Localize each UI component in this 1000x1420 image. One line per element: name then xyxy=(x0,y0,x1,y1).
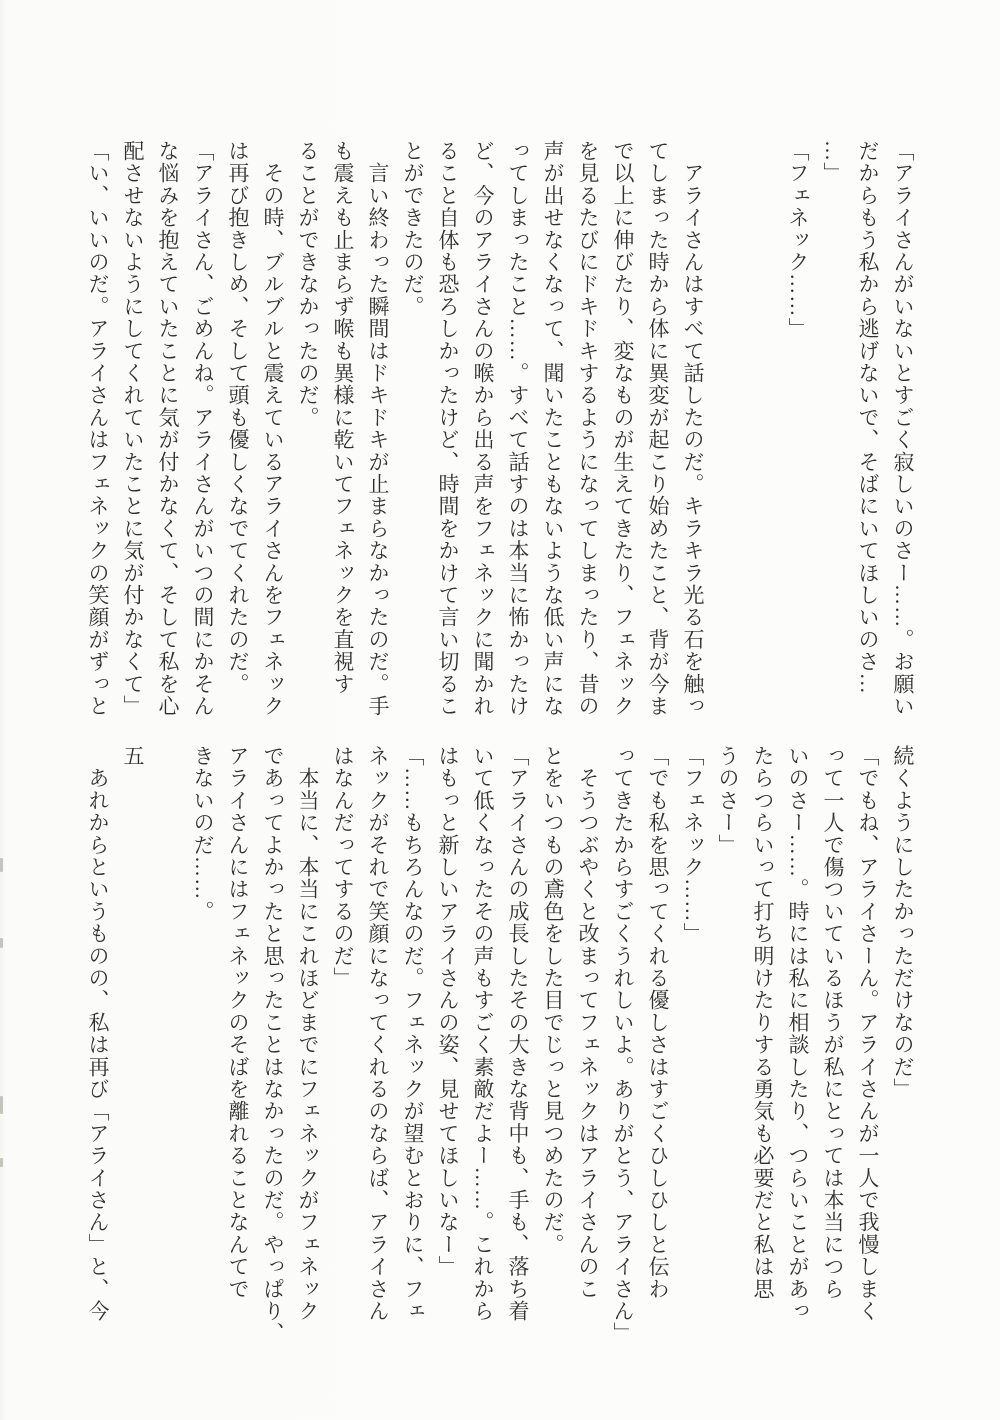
text-column: 配させないようにしてくれていたことに気が付かなくて」 xyxy=(121,140,145,718)
text-column: うのさー」 xyxy=(716,745,740,856)
text-column: ネックがそれで笑顔になってくれるのならば、アライさん xyxy=(366,745,390,1323)
text-column: ってしまったこと……。すべて話すのは本当に怖かったけ xyxy=(506,140,530,718)
text-column: 「でも私を思ってくれる優しさはすごくひしひしと伝わ xyxy=(646,745,670,1300)
text-column: 「アライさんの成長したその大きな背中も、手も、落ち着 xyxy=(506,745,530,1323)
text-column: はもっと新しいアライさんの姿、見せてほしいなー」 xyxy=(436,745,460,1278)
scan-edge-artifact xyxy=(0,858,3,872)
text-column: そうつぶやくと改まってフェネックはアライさんのこ xyxy=(576,745,600,1300)
text-column: だからもう私から逃げないで、そばにいてほしいのさ… xyxy=(856,140,880,695)
text-column: …」 xyxy=(821,140,845,185)
text-column: 「い、いいのだ。アライさんはフェネックの笑顔がずっと xyxy=(86,140,110,718)
text-column xyxy=(710,140,745,710)
bottom-text-block xyxy=(80,745,920,1345)
text-column: その時、ブルブルと震えているアライさんをフェネック xyxy=(261,140,285,718)
text-column: ることができなかったのだ。 xyxy=(296,140,320,429)
text-column: たらつらいって打ち明けたりする勇気も必要だと私は思 xyxy=(751,745,775,1300)
text-column: 「アライさんがいないとすごく寂しいのさー……。お願い xyxy=(891,140,915,718)
text-column: とをいつもの鳶色をした目でじっと見つめたのだ。 xyxy=(541,745,565,1256)
text-column: はなんだってするのだ」 xyxy=(331,745,355,990)
text-column: ること自体も恐ろしかったけど、時間をかけて言い切るこ xyxy=(436,140,460,718)
text-column: ど、今のアライさんの喉から出る声をフェネックに聞かれ xyxy=(471,140,495,718)
text-column: 本当に、本当にこれほどまでにフェネックがフェネック xyxy=(296,745,320,1323)
section-number: 五 xyxy=(121,745,145,768)
scan-edge-artifact xyxy=(0,1096,3,1114)
text-column: てしまった時から体に異変が起こり始めたこと、背が今ま xyxy=(646,140,670,718)
text-column: 続くようにしたかっただけなのだ」 xyxy=(891,745,915,1101)
text-column: で以上に伸びたり、変なものが生えてきたり、フェネック xyxy=(611,140,635,718)
text-column xyxy=(745,140,780,710)
text-column: 声が出せなくなって、聞いたこともないような低い声にな xyxy=(541,140,565,718)
text-column: アライさんはすべて話したのだ。キラキラ光る石を触っ xyxy=(681,140,705,718)
top-text-block xyxy=(80,140,920,718)
text-column: 言い終わった瞬間はドキドキが止まらなかったのだ。手 xyxy=(366,140,390,718)
text-column: 「フェネック……」 xyxy=(786,140,810,340)
text-column: 「フェネック……」 xyxy=(681,745,705,945)
text-column: は再び抱きしめ、そして頭も優しくなでてくれたのだ。 xyxy=(226,140,250,695)
text-column: あれからというものの、私は再び「アライさん」と、今 xyxy=(86,745,110,1323)
text-column: ってきたからすごくうれしいよ。ありがとう、アライさん」 xyxy=(611,745,635,1345)
text-column: 「でもね、アライさーん。アライさんが一人で我慢しまく xyxy=(856,745,880,1323)
text-column: アライさんにはフェネックのそばを離れることなんてで xyxy=(226,745,250,1300)
text-column: きないのだ……。 xyxy=(191,745,215,923)
text-column: を見るたびにドキドキするようになってしまったり、昔の xyxy=(576,140,600,718)
scan-edge-artifact xyxy=(0,938,3,948)
text-column: 「……もちろんなのだ。フェネックが望むとおりに、フェ xyxy=(401,745,425,1323)
text-column: 「アライさん、ごめんね。アライさんがいつの間にかそん xyxy=(191,140,215,718)
text-column: って一人で傷ついているほうが私にとっては本当につら xyxy=(821,745,845,1300)
text-column: いのさー……。時には私に相談したり、つらいことがあっ xyxy=(786,745,810,1323)
text-column: も震えも止まらず喉も異様に乾いてフェネックを直視す xyxy=(331,140,355,695)
text-column: な悩みを抱えていたことに気が付かなくて、そして私を心 xyxy=(156,140,180,718)
scan-edge-artifact xyxy=(0,1158,3,1167)
text-column: とができたのだ。 xyxy=(401,140,425,318)
text-column: いて低くなったその声もすごく素敵だよー……。これから xyxy=(471,745,495,1323)
text-column xyxy=(150,745,185,1337)
text-column: であってよかったと思ったことはなかったのだ。やっぱり、 xyxy=(261,745,285,1345)
